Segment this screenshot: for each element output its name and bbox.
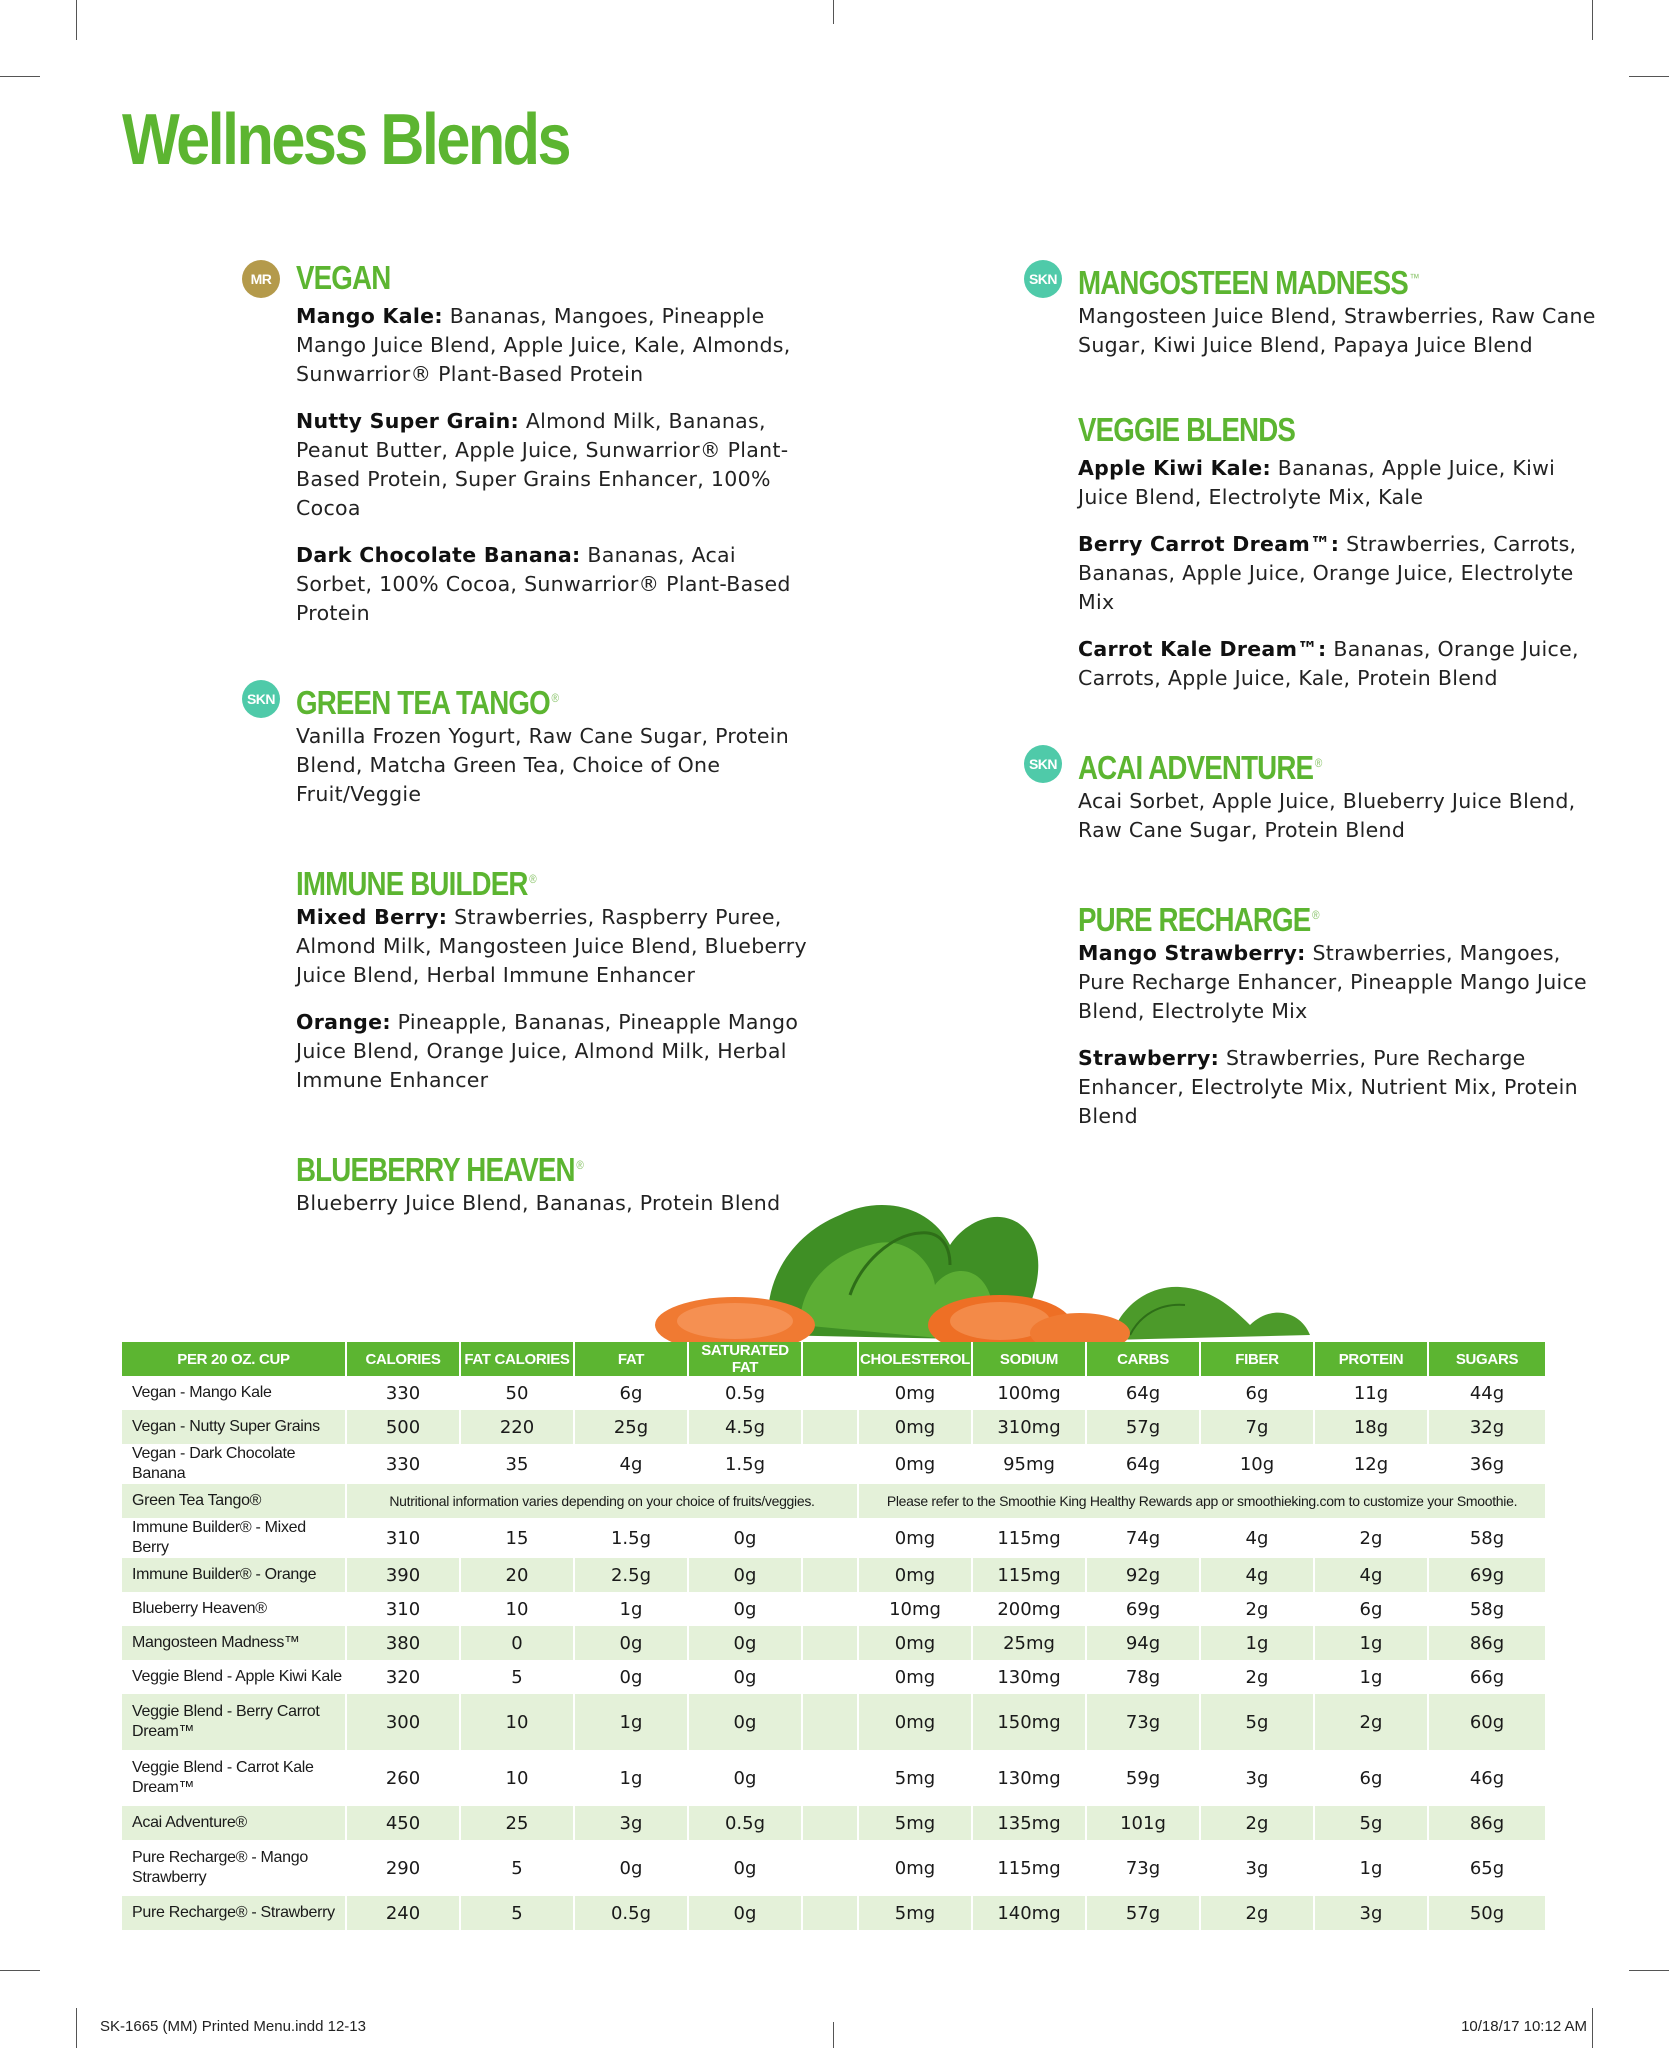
row-label: Pure Recharge® - Strawberry	[122, 1896, 346, 1930]
table-header-row	[122, 1342, 1546, 1376]
table-cell: 10	[460, 1592, 574, 1626]
section-heading	[1024, 258, 1530, 301]
table-cell: 25mg	[972, 1626, 1086, 1660]
table-cell: 35	[460, 1444, 574, 1484]
table-cell: 0	[460, 1626, 574, 1660]
row-label: Vegan - Dark Chocolate Banana	[122, 1444, 346, 1484]
row-label: Veggie Blend - Apple Kiwi Kale	[122, 1660, 346, 1694]
table-cell: 74g	[1086, 1518, 1200, 1558]
crop-mark	[1629, 1970, 1669, 1971]
section-title	[296, 258, 390, 298]
blend-description	[1078, 302, 1598, 360]
table-cell: 36g	[1428, 1444, 1546, 1484]
table-cell: 390	[346, 1558, 460, 1592]
row-label: Vegan - Mango Kale	[122, 1376, 346, 1410]
table-row	[122, 1376, 1546, 1410]
trademark-mark: ®	[551, 691, 559, 705]
table-cell: 59g	[1086, 1750, 1200, 1806]
table-cell: 100mg	[972, 1376, 1086, 1410]
table-cell: 64g	[1086, 1444, 1200, 1484]
crop-mark	[0, 1970, 40, 1971]
table-cell: 0g	[688, 1694, 802, 1750]
table-cell: 2g	[1200, 1806, 1314, 1840]
table-cell: 6g	[1314, 1750, 1428, 1806]
column-header-fat-calories: FAT CALORIES	[460, 1342, 574, 1376]
table-cell: 0mg	[858, 1376, 972, 1410]
table-cell: 0g	[688, 1840, 802, 1896]
table-cell: 0mg	[858, 1660, 972, 1694]
table-cell	[802, 1444, 858, 1484]
table-cell: 69g	[1086, 1592, 1200, 1626]
skn-badge-icon: SKN	[242, 680, 280, 718]
blend-name: Orange:	[296, 1010, 391, 1034]
table-cell: 25g	[574, 1410, 688, 1444]
right-column	[970, 258, 1596, 1149]
table-cell: 115mg	[972, 1558, 1086, 1592]
table-cell: 58g	[1428, 1518, 1546, 1558]
blend-ingredients: Mangosteen Juice Blend, Strawberries, Raw Cane Sugar, Kiwi Juice Blend, Papaya Juice Blend	[1078, 304, 1596, 357]
table-row	[122, 1626, 1546, 1660]
table-cell: 0.5g	[688, 1376, 802, 1410]
table-cell: 2g	[1314, 1518, 1428, 1558]
section-title-text: ACAI ADVENTURE	[1078, 749, 1314, 786]
table-cell: 1g	[1314, 1626, 1428, 1660]
section-heading	[1024, 895, 1530, 938]
table-cell: 6g	[574, 1376, 688, 1410]
table-cell	[802, 1376, 858, 1410]
table-cell: 7g	[1200, 1410, 1314, 1444]
table-cell: 0mg	[858, 1518, 972, 1558]
table-cell: 5mg	[858, 1750, 972, 1806]
table-cell: 1g	[1314, 1840, 1428, 1896]
crop-mark	[76, 0, 77, 40]
section-title-text: IMMUNE BUILDER	[296, 865, 528, 902]
blend-ingredients: Acai Sorbet, Apple Juice, Blueberry Juice Blend, Raw Cane Sugar, Protein Blend	[1078, 789, 1576, 842]
table-cell: 0mg	[858, 1840, 972, 1896]
blend-ingredients: Strawberries, Carrots, Bananas, Apple Juice, Orange Juice, Electrolyte Mix	[1078, 532, 1577, 614]
row-label: Immune Builder® - Orange	[122, 1558, 346, 1592]
row-label: Blueberry Heaven®	[122, 1592, 346, 1626]
table-cell: 0g	[688, 1626, 802, 1660]
section-title	[296, 1145, 583, 1190]
table-cell	[802, 1840, 858, 1896]
nutrition-table	[122, 1342, 1547, 1930]
table-cell: 1g	[1314, 1660, 1428, 1694]
table-cell	[802, 1518, 858, 1558]
row-label: Immune Builder® - Mixed Berry	[122, 1518, 346, 1558]
table-cell	[802, 1660, 858, 1694]
table-cell: 12g	[1314, 1444, 1428, 1484]
table-row	[122, 1484, 1546, 1518]
table-cell: 320	[346, 1660, 460, 1694]
table-cell: 300	[346, 1694, 460, 1750]
table-cell: 5g	[1314, 1806, 1428, 1840]
table-cell: 115mg	[972, 1518, 1086, 1558]
crop-mark	[833, 0, 834, 24]
table-cell: 86g	[1428, 1806, 1546, 1840]
table-cell: 60g	[1428, 1694, 1546, 1750]
table-cell: 220	[460, 1410, 574, 1444]
table-cell: 1g	[574, 1592, 688, 1626]
section-title	[1078, 410, 1295, 450]
blend-name: Strawberry:	[1078, 1046, 1220, 1070]
table-row	[122, 1806, 1546, 1840]
section-heading	[242, 678, 748, 721]
table-cell: 290	[346, 1840, 460, 1896]
table-cell: 5	[460, 1840, 574, 1896]
blend-description	[296, 1008, 816, 1095]
table-cell: 4g	[574, 1444, 688, 1484]
table-cell: 380	[346, 1626, 460, 1660]
crop-mark	[1629, 76, 1669, 77]
table-cell: 0g	[688, 1660, 802, 1694]
customize-smoothie-note: Please refer to the Smoothie King Healthy Rewards app or smoothieking.com to customize your Smoothie.	[858, 1484, 1546, 1518]
table-row	[122, 1660, 1546, 1694]
table-cell: 50	[460, 1376, 574, 1410]
blend-description	[1078, 454, 1598, 512]
produce-illustration	[650, 1175, 1330, 1345]
table-cell	[802, 1558, 858, 1592]
trademark-mark: ®	[576, 1158, 583, 1172]
table-cell: 140mg	[972, 1896, 1086, 1930]
table-cell: 0g	[574, 1626, 688, 1660]
table-cell: 2g	[1314, 1694, 1428, 1750]
blend-ingredients: Pineapple, Bananas, Pineapple Mango Juice Blend, Orange Juice, Almond Milk, Herbal Immune Enhancer	[296, 1010, 799, 1092]
table-row	[122, 1410, 1546, 1444]
table-cell: 0.5g	[574, 1896, 688, 1930]
skn-badge-icon: SKN	[1024, 260, 1062, 298]
table-cell: 1.5g	[688, 1444, 802, 1484]
section-veggie-blends	[970, 410, 1579, 693]
section-vegan	[188, 258, 791, 628]
table-cell: 5mg	[858, 1806, 972, 1840]
table-cell: 69g	[1428, 1558, 1546, 1592]
table-cell: 57g	[1086, 1410, 1200, 1444]
table-row	[122, 1840, 1546, 1896]
table-cell: 50g	[1428, 1896, 1546, 1930]
table-cell: 0mg	[858, 1410, 972, 1444]
blend-description	[296, 407, 816, 523]
table-cell: 130mg	[972, 1660, 1086, 1694]
table-cell: 66g	[1428, 1660, 1546, 1694]
table-cell: 2g	[1200, 1660, 1314, 1694]
section-heading	[1024, 410, 1530, 450]
table-cell: 3g	[1200, 1750, 1314, 1806]
table-cell: 450	[346, 1806, 460, 1840]
table-cell: 500	[346, 1410, 460, 1444]
section-heading	[242, 258, 748, 298]
table-cell: 57g	[1086, 1896, 1200, 1930]
table-cell	[802, 1750, 858, 1806]
table-cell: 2g	[1200, 1896, 1314, 1930]
column-header-spacer	[802, 1342, 858, 1376]
blend-description	[296, 903, 816, 990]
table-cell: 101g	[1086, 1806, 1200, 1840]
blend-name: Nutty Super Grain:	[296, 409, 520, 433]
section-acai-adventure	[970, 743, 1576, 845]
table-cell: 330	[346, 1444, 460, 1484]
table-row	[122, 1750, 1546, 1806]
crop-mark	[833, 2022, 834, 2048]
blend-ingredients: Bananas, Acai Sorbet, 100% Cocoa, Sunwarrior® Plant-Based Protein	[296, 543, 791, 625]
column-header-sodium: SODIUM	[972, 1342, 1086, 1376]
section-title-text: VEGGIE BLENDS	[1078, 411, 1296, 448]
table-cell: 11g	[1314, 1376, 1428, 1410]
table-cell: 1g	[574, 1750, 688, 1806]
table-cell: 240	[346, 1896, 460, 1930]
blend-name: Mango Strawberry:	[1078, 941, 1306, 965]
table-cell: 6g	[1314, 1592, 1428, 1626]
trademark-mark: ®	[1314, 756, 1322, 770]
crop-mark	[1592, 2008, 1593, 2048]
table-cell: 0g	[688, 1750, 802, 1806]
blend-name: Mixed Berry:	[296, 905, 448, 929]
table-cell: 135mg	[972, 1806, 1086, 1840]
skn-badge-icon: SKN	[1024, 745, 1062, 783]
table-row	[122, 1592, 1546, 1626]
table-cell: 44g	[1428, 1376, 1546, 1410]
crop-mark	[76, 2008, 77, 2048]
section-heading	[242, 859, 748, 902]
table-cell: 310mg	[972, 1410, 1086, 1444]
blend-ingredients: Blueberry Juice Blend, Bananas, Protein Blend	[296, 1191, 781, 1215]
mr-badge-icon: MR	[242, 260, 280, 298]
table-cell: 18g	[1314, 1410, 1428, 1444]
column-header-fat: FAT	[574, 1342, 688, 1376]
footer-timestamp: 10/18/17 10:12 AM	[1461, 2018, 1587, 2035]
blend-ingredients: Bananas, Orange Juice, Carrots, Apple Juice, Kale, Protein Blend	[1078, 637, 1579, 690]
table-cell	[802, 1626, 858, 1660]
blend-description	[1078, 635, 1598, 693]
table-cell: 58g	[1428, 1592, 1546, 1626]
table-row	[122, 1518, 1546, 1558]
table-cell: 200mg	[972, 1592, 1086, 1626]
table-cell: 15	[460, 1518, 574, 1558]
table-row	[122, 1558, 1546, 1592]
table-cell: 3g	[1314, 1896, 1428, 1930]
table-cell: 0mg	[858, 1626, 972, 1660]
table-cell: 92g	[1086, 1558, 1200, 1592]
table-cell: 0mg	[858, 1558, 972, 1592]
section-title-text: MANGOSTEEN MADNESS	[1078, 264, 1408, 301]
section-title	[1078, 743, 1321, 788]
blend-description	[1078, 939, 1598, 1026]
table-cell: 0g	[688, 1896, 802, 1930]
section-title	[1078, 258, 1419, 303]
table-cell: 130mg	[972, 1750, 1086, 1806]
table-cell: 5	[460, 1660, 574, 1694]
column-header-saturated-fat: SATURATED FAT	[688, 1342, 802, 1376]
crop-mark	[1592, 0, 1593, 40]
blend-ingredients: Bananas, Apple Juice, Kiwi Juice Blend, Electrolyte Mix, Kale	[1078, 456, 1556, 509]
table-cell: 10mg	[858, 1592, 972, 1626]
table-cell: 0mg	[858, 1444, 972, 1484]
table-cell: 0g	[574, 1660, 688, 1694]
table-cell: 150mg	[972, 1694, 1086, 1750]
blend-name: Berry Carrot Dream™:	[1078, 532, 1340, 556]
table-cell: 46g	[1428, 1750, 1546, 1806]
table-cell: 78g	[1086, 1660, 1200, 1694]
variable-nutrition-note: Nutritional information varies depending on your choice of fruits/veggies.	[346, 1484, 858, 1518]
table-cell: 2.5g	[574, 1558, 688, 1592]
column-header-fiber: FIBER	[1200, 1342, 1314, 1376]
table-cell: 330	[346, 1376, 460, 1410]
section-title	[296, 678, 558, 723]
blend-ingredients: Strawberries, Raspberry Puree, Almond Milk, Mangosteen Juice Blend, Blueberry Juice Blend, Herbal Immune Enhancer	[296, 905, 807, 987]
table-cell	[802, 1410, 858, 1444]
section-immune-builder	[188, 859, 807, 1095]
left-column	[188, 258, 807, 1236]
blend-description	[296, 302, 816, 389]
table-cell: 10	[460, 1750, 574, 1806]
blend-name: Carrot Kale Dream™:	[1078, 637, 1327, 661]
trademark-mark: ®	[1312, 908, 1319, 922]
table-cell: 1g	[1200, 1626, 1314, 1660]
table-cell: 0.5g	[688, 1806, 802, 1840]
row-label: Mangosteen Madness™	[122, 1626, 346, 1660]
table-cell	[802, 1694, 858, 1750]
section-green-tea-tango	[188, 678, 790, 809]
table-cell: 5g	[1200, 1694, 1314, 1750]
crop-mark	[0, 76, 40, 77]
column-header-cholesterol: CHOLESTEROL	[858, 1342, 972, 1376]
table-cell: 4g	[1200, 1558, 1314, 1592]
table-cell: 65g	[1428, 1840, 1546, 1896]
column-header-per-20-oz-cup: PER 20 OZ. CUP	[122, 1342, 346, 1376]
table-cell: 64g	[1086, 1376, 1200, 1410]
row-label: Veggie Blend - Berry Carrot Dream™	[122, 1694, 346, 1750]
column-header-sugars: SUGARS	[1428, 1342, 1546, 1376]
table-cell: 4.5g	[688, 1410, 802, 1444]
table-cell: 73g	[1086, 1840, 1200, 1896]
blend-description	[1078, 530, 1598, 617]
section-title-text: GREEN TEA TANGO	[296, 684, 550, 721]
row-label: Pure Recharge® - Mango Strawberry	[122, 1840, 346, 1896]
table-cell: 260	[346, 1750, 460, 1806]
table-cell: 4g	[1314, 1558, 1428, 1592]
blend-description	[1078, 1044, 1598, 1131]
table-cell: 25	[460, 1806, 574, 1840]
table-cell: 1g	[574, 1694, 688, 1750]
table-cell: 1.5g	[574, 1518, 688, 1558]
table-row	[122, 1896, 1546, 1930]
table-cell: 115mg	[972, 1840, 1086, 1896]
footer-file-info: SK-1665 (MM) Printed Menu.indd 12-13	[100, 2018, 366, 2035]
blend-name: Dark Chocolate Banana:	[296, 543, 581, 567]
column-header-protein: PROTEIN	[1314, 1342, 1428, 1376]
table-cell: 6g	[1200, 1376, 1314, 1410]
table-cell: 32g	[1428, 1410, 1546, 1444]
blend-name: Apple Kiwi Kale:	[1078, 456, 1271, 480]
section-title-text: PURE RECHARGE	[1078, 901, 1311, 938]
section-title	[1078, 895, 1319, 940]
blend-ingredients: Strawberries, Pure Recharge Enhancer, Electrolyte Mix, Nutrient Mix, Protein Blend	[1078, 1046, 1578, 1128]
table-cell: 10g	[1200, 1444, 1314, 1484]
table-row	[122, 1694, 1546, 1750]
table-cell: 0g	[688, 1558, 802, 1592]
row-label: Acai Adventure®	[122, 1806, 346, 1840]
table-cell: 3g	[1200, 1840, 1314, 1896]
table-cell: 73g	[1086, 1694, 1200, 1750]
section-title-text: VEGAN	[296, 259, 391, 296]
trademark-mark: ™	[1409, 271, 1419, 285]
table-cell: 310	[346, 1518, 460, 1558]
table-cell	[802, 1592, 858, 1626]
row-label: Green Tea Tango®	[122, 1484, 346, 1518]
table-cell: 4g	[1200, 1518, 1314, 1558]
trademark-mark: ®	[529, 872, 536, 886]
table-cell: 86g	[1428, 1626, 1546, 1660]
section-title-text: BLUEBERRY HEAVEN	[296, 1151, 575, 1188]
table-cell: 10	[460, 1694, 574, 1750]
table-cell: 2g	[1200, 1592, 1314, 1626]
column-header-carbs: CARBS	[1086, 1342, 1200, 1376]
table-cell: 0g	[688, 1592, 802, 1626]
row-label: Vegan - Nutty Super Grains	[122, 1410, 346, 1444]
table-cell	[802, 1806, 858, 1840]
column-header-calories: CALORIES	[346, 1342, 460, 1376]
table-cell: 3g	[574, 1806, 688, 1840]
table-cell: 94g	[1086, 1626, 1200, 1660]
section-heading	[1024, 743, 1530, 786]
table-cell: 95mg	[972, 1444, 1086, 1484]
blend-ingredients: Vanilla Frozen Yogurt, Raw Cane Sugar, Protein Blend, Matcha Green Tea, Choice of One Fruit/Veggie	[296, 724, 790, 806]
table-cell: 0mg	[858, 1694, 972, 1750]
page-title: Wellness Blends	[122, 100, 569, 180]
blend-description	[296, 722, 816, 809]
blend-description	[296, 541, 816, 628]
section-pure-recharge	[970, 895, 1587, 1131]
section-title	[296, 859, 536, 904]
blend-name: Mango Kale:	[296, 304, 443, 328]
blend-ingredients: Bananas, Mangoes, Pineapple Mango Juice Blend, Apple Juice, Kale, Almonds, Sunwarrior® Plant-Based Protein	[296, 304, 791, 386]
table-cell: 0g	[574, 1840, 688, 1896]
table-cell: 5mg	[858, 1896, 972, 1930]
blend-ingredients: Almond Milk, Bananas, Peanut Butter, Apple Juice, Sunwarrior® Plant-Based Protein, Super Grains Enhancer, 100% Cocoa	[296, 409, 789, 520]
table-cell	[802, 1896, 858, 1930]
row-label: Veggie Blend - Carrot Kale Dream™	[122, 1750, 346, 1806]
table-cell: 5	[460, 1896, 574, 1930]
table-cell: 310	[346, 1592, 460, 1626]
blend-ingredients: Strawberries, Mangoes, Pure Recharge Enhancer, Pineapple Mango Juice Blend, Electrolyte Mix	[1078, 941, 1587, 1023]
table-cell: 0g	[688, 1518, 802, 1558]
table-cell: 20	[460, 1558, 574, 1592]
section-mangosteen-madness	[970, 258, 1596, 360]
blend-description	[1078, 787, 1598, 845]
table-row	[122, 1444, 1546, 1484]
